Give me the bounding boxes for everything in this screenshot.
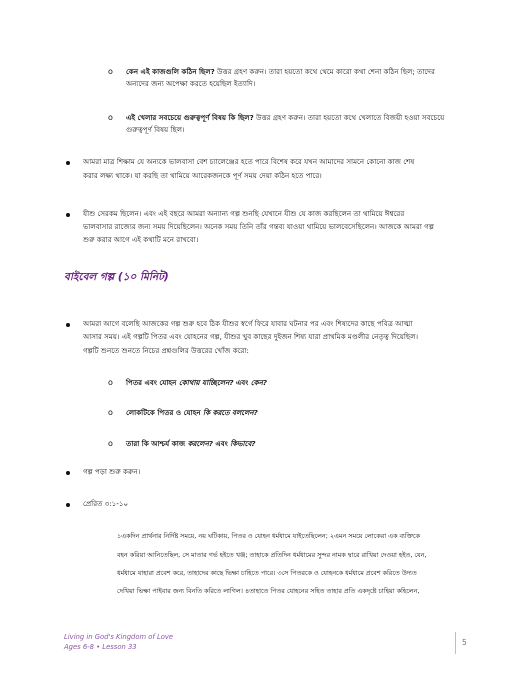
hollow-bullet-icon: o (108, 378, 113, 387)
story-question-3-part-d: কিভাবে? (230, 439, 256, 448)
question-1-bold: কেন এই কাজগুলি কঠিন ছিল? (126, 67, 215, 76)
story-question-1-part-d: কেন? (250, 378, 267, 387)
story-question-1 (126, 378, 267, 388)
passage-line-3: ধর্মধামে যাহারা প্রবেশ করে, তাহাদের কাছে ভিক্ষা চাহিতে পারে। ৩সে পিতরকে ও যোহনকে ধর্মধামে প্রবেশ করিতে উদ্যত (117, 569, 417, 577)
hollow-bullet-icon: o (108, 439, 113, 448)
paragraph-2-line-1: যীশু সেরকম ছিলেন। এবং এই বছরে আমরা অন্যান্য গল্প শুনছি যেখানে যীশু যে কাজ করছিলেন তা থামিয়ে ঈশ্বরের (83, 209, 405, 218)
story-question-1-part-c: এবং (233, 378, 251, 387)
section-heading: বাইবেল গল্প (১০ মিনিট) (64, 271, 169, 283)
filled-bullet-icon (66, 213, 70, 217)
passage-line-4: দেখিয়া ভিক্ষা পাইবার জন্য বিনতি করিতে লাগিল। ৪তাহাতে পিতর যোহনের সহিত তাহার প্রতি একদৃষ্টে চাহিয়া কহিলেন, (117, 587, 420, 595)
question-2-answer: উত্তর গ্রহণ করুন। তারা হয়তো কথে খেলাতে বিজয়ী হওয়া সবচেয়ে (253, 113, 445, 122)
passage-line-1: ১একদিন প্রার্থনার নির্দিষ্ট সময়ে, নয় ঘটিকায়, পিতর ও যোহন ধর্মধামে যাইতেছিলেন; ২এমন সময়ে লোকেরা এক ব্যক্তিকে (117, 532, 420, 540)
question-1-line-1 (126, 67, 435, 77)
paragraph-3-line-3: গল্পটি শুনতে শুনতে নিচের প্রশ্নগুলির উত্তরের খোঁজ করো: (83, 346, 249, 355)
story-question-1-part-b: কোথায় যাচ্ছিলেন? (178, 378, 234, 387)
story-question-3-part-a: তারা কি আশ্চর্য কাজ (126, 439, 188, 448)
question-1-line-2: অন্যদের জন্য অপেক্ষা করতে হয়েছিল ইত্যাদি। (126, 79, 256, 88)
passage-line-2: বহন করিয়া আনিতেছিল, সে মাতার গর্ভ হইতে খঞ্জ; তাহাকে প্রতিদিন ধর্মধামের সুন্দর নামক দ্বারে রাখিয়া দেওয়া হইত, যেন, (117, 551, 427, 559)
question-2-line-1 (126, 113, 444, 123)
question-1-answer: উত্তর গ্রহণ করুন। তারা হয়তো কথে থেমে কারো কথা শেনা কঠিন ছিল; তাদের (214, 67, 435, 76)
paragraph-1-line-2: করার লক্ষ্য থাকে। যা করছি তা থামিয়ে আরেকজনকে পূর্ণ সময় দেয়া কঠিন হতে পারে। (83, 171, 322, 180)
filled-bullet-icon (66, 323, 70, 327)
filled-bullet-icon (66, 503, 70, 507)
page-number: 5 (462, 638, 467, 647)
read-story-instruction: গল্প পড়া শুরু করুন। (83, 467, 141, 476)
question-2-bold: এই খেলার সবচেয়ে গুরুত্বপূর্ণ বিষয় কি ছিল? (126, 113, 254, 122)
story-question-2-part-a: লোকটিকে পিতর ও যোহন (126, 408, 204, 417)
story-question-2 (126, 408, 258, 418)
paragraph-2-line-2: ভালবাসার রাজ্যের জন্য সময় দিয়েছিলেন। অনেক সময় তিনি তাঁর গন্তব্য যাওয়া থামিয়ে ভালবেসেছিলেন। আজকে আমরা গল্প (83, 222, 434, 231)
story-question-3-part-b: করলেন? (187, 439, 213, 448)
hollow-bullet-icon: o (108, 67, 113, 76)
hollow-bullet-icon: o (108, 113, 113, 122)
paragraph-3-line-1: আমরা আগে বলেছি আজকের গল্প শুরু হবে ঠিক যীশুর স্বর্গে ফিরে যাবার ঘটনার পর এবং শিষ্যদের কাছে পবিত্র আত্মা (83, 319, 413, 328)
story-question-1-part-a: পিতর এবং যোহন (126, 378, 179, 387)
filled-bullet-icon (66, 471, 70, 475)
paragraph-2-line-3: শুরু করার আগে এই কথাটি মনে রাখবো। (83, 235, 199, 244)
story-question-3 (126, 439, 256, 449)
story-question-2-part-b: কি করতে বললেন? (203, 408, 258, 417)
hollow-bullet-icon: o (108, 408, 113, 417)
paragraph-3-line-2: আসার সময়। এই গল্পটি পিতর এবং যোহনের গল্প, যীশুর খুব কাছের দুইজন শিষ্য যারা প্রাথমিক মণ্ডলীর নেতৃত্ব দিয়েছিল। (83, 332, 419, 341)
story-question-3-part-c: এবং (212, 439, 231, 448)
scripture-reference: প্রেরিত ৩:১-১০ (83, 499, 129, 508)
footer-title: Living in God's Kingdom of Love (64, 633, 174, 641)
footer-divider (455, 632, 456, 654)
filled-bullet-icon (66, 161, 70, 165)
paragraph-1-line-1: আমরা মাত্র শিক্ষাম যে অন্যকে ভালবাসা বেশ চ্যালেঞ্জের হতে পারে বিশেষ করে যখন আমাদের সামনে কোনো কাজ শেষ (83, 157, 415, 166)
footer-subtitle: Ages 6-8 • Lesson 33 (64, 643, 137, 651)
question-2-line-2: গুরুত্বপূর্ণ বিষয় ছিল। (126, 125, 185, 134)
